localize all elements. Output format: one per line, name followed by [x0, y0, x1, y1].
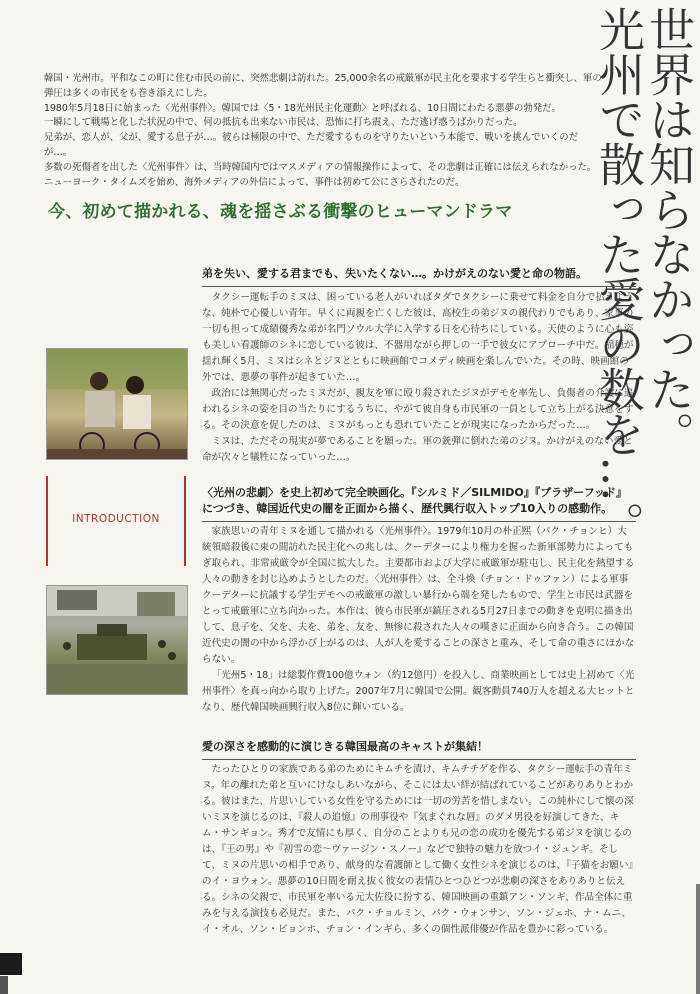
section-title-story: 弟を失い、愛する君までも、失いたくない…。かけがえのない愛と命の物語。: [202, 265, 636, 287]
section-title-history-line-2: につづき、韓国近代史の闇を正面から描く、歴代興行収入トップ10入りの感動作。: [202, 502, 613, 515]
photo-couple-on-bicycle: [46, 348, 188, 460]
intro-line: 兄弟が、恋人が、父が、愛する息子が…。彼らは極限の中で、ただ愛するものを守りたいという本能で、戦いを挑んでいくのだが…。: [44, 132, 579, 158]
introduction-label: [46, 476, 186, 566]
page-edge-mark: [696, 884, 700, 994]
intro-line: 1980年5月18日に始まった〈光州事件〉。韓国では〈5・18光州民主化運動〉と呼ばれる、10日間にわたる悪夢の勃発だ。: [44, 102, 561, 114]
section-title-history: [202, 484, 636, 522]
intro-line: 多数の死傷者を出した〈光州事件〉は、当時韓国内ではマスメディアの情報操作によって、その悲劇は正確には伝えられなかった。: [44, 161, 597, 173]
paragraph: 家族思いの青年ミヌを通して描かれる〈光州事件〉。1979年10月の朴正熙（パク・チョンヒ）大統領暗殺後に束の間訪れた民主化への兆しは、クーデターにより権力を握った新軍部勢力によってもぎ取られ、非常戒厳令が全国に拡大した。主要都市および大学に戒厳軍が駐屯し、民主化を熱望する人々の動きを封じ込めようとしたのだ。〈光州事件〉は、全斗煥（チョン・ドゥファン）による軍事クーデターに抗議する学生デモへの戒厳軍の激しい暴行から端を発したもので、学生と市民は武器をとって戒厳軍に立ち向かった。本作は、彼ら市民軍が鎮圧される5月27日までの動きを克明に描き出して、息子を、父を、夫を、弟を、友を、無惨に殺された人々の嘆きに正面から向き合う。この韓国近代史の闇の中から浮かび上がるのは、人が人を愛することの深さと重み、そして命の重さにほかならない。: [202, 526, 635, 665]
vertical-title-line-2: 光州で散った愛の数を…。: [592, 6, 646, 546]
paragraph: タクシー運転手のミヌは、困っている老人がいればタダでタクシーに乗せて料金を自分で払うような、純朴で心優しい青年。早くに両親を亡くした彼は、高校生の弟ジヌの親代わりでもあり、家事の一切も担って成績優秀な弟が名門ソウル大学に入学する日を心待ちにしている。天使のように心も姿も美しい看護師のシネに恋している彼は、不器用ながら押しの一手で彼女にアプローチ中だ。稲穂が揺れ輝く5月、ミヌはシネとジヌとともに映画館でコメディ映画を楽しんでいた。その時、映画館の外では、悪夢の事件が起きていた…。: [202, 292, 634, 383]
photo-soldiers-street: [46, 585, 188, 695]
introduction-label-text: INTRODUCTION: [72, 513, 160, 525]
paragraph: 「光州5・18」は総製作費100億ウォン（約12億円）を投入し、商業映画としては史上初めて〈光州事件〉を真っ向から取り上げた。2007年7月に韓国で公開。観客動員740万人を超える大ヒットとなり、歴代韓国映画興行収入8位に輝いている。: [202, 670, 635, 713]
section-title-cast: 愛の深さを感動的に演じきる韓国最高のキャストが集結！: [202, 738, 636, 760]
vertical-title: [592, 6, 696, 546]
page-edge-mark: [0, 976, 8, 994]
paragraph: 政治には無関心だったミヌだが、親友を軍に殴り殺されたジヌがデモを率先し、負傷者の介護に追われるシネの姿を目の当たりにするうちに、やがて彼自身も市民軍の一員として立ち上がる決意をする。その決意を促したのは、ミヌがもっとも恐れていたことが現実になったからだった…。: [202, 388, 634, 431]
paragraph: ミヌは、ただその現実が夢であることを願った。軍の銃弾に倒れた弟のジヌ。かけがえのない愛と命が次々と犠牲になっていった…。: [202, 436, 633, 463]
headline: 今、初めて描かれる、魂を揺さぶる衝撃のヒューマンドラマ: [48, 202, 513, 222]
section-body-story: [202, 290, 636, 466]
section-title-history-line-1: 〈光州の悲劇〉を史上初めて完全映画化。『シルミド／SILMIDO』『ブラザーフッド』: [202, 486, 627, 499]
paragraph: たったひとりの家族である弟のためにキムチを漬け、キムチチゲを作る、タクシー運転手の青年ミヌ。年の離れた弟と互いにけなしあいながら、そこには太い絆が結ばれているこどがありありとわかる。彼はまた、片思いしている女性を守るためには一切の労苦を惜しまない。この純朴にして懐の深いミヌを演じるのは、『殺人の追憶』の刑事役や『気まぐれな唇』のダメ男役を好演してきた、キム・サンギョン。秀才で友情にも厚く、自分のことよりも兄の恋の成功を優先する弟ジヌを演じるのは、『王の男』や『初雪の恋～ヴァージン・スノー』などで独特の魅力を放つイ・ジュンギ。そして、ミヌの片思いの相手であり、献身的な看護師として働く女性シネを演じるのは、『子猫をお願い』のイ・ヨウォン。悪夢の10日間を耐え抜く彼女の表情ひとつひとつが悲劇の深さをありありと伝える。シネの父親で、市民軍を率いる元大佐役に扮する、韓国映画の重鎮アン・ソンギ、作品全体に重みを与える演技も必見だ。また、パク・チョルミン、パク・ウォンサン、ソン・ジェホ、ナ・ムニ、イ・オル、ソン・ビョンホ、チョン・インギら、多くの個性派俳優が作品を豊かに彩っている。: [202, 764, 634, 935]
section-body-cast: [202, 762, 636, 938]
intro-paragraph: [44, 72, 604, 190]
page-edge-mark: [0, 953, 22, 975]
intro-line: ニューヨーク・タイムズを始め、海外メディアの外信によって、事件は初めて公にさらされたのだ。: [44, 176, 465, 188]
vertical-title-line-1: 世界は知らなかった。: [642, 6, 696, 456]
intro-line: 一瞬にして戦場と化した状況の中で、何の抵抗も出来ない市民は、恐怖に打ち震え、ただ逃げ惑うばかりだった。: [44, 117, 523, 129]
intro-line: 韓国・光州市。平和なこの町に住む市民の前に、突然悲劇は訪れた。25,000余名の戒厳軍が民主化を要求する学生らと衝突し、軍の弾圧は多くの市民をも巻き添えにした。: [44, 73, 602, 99]
section-body-history: [202, 524, 636, 716]
